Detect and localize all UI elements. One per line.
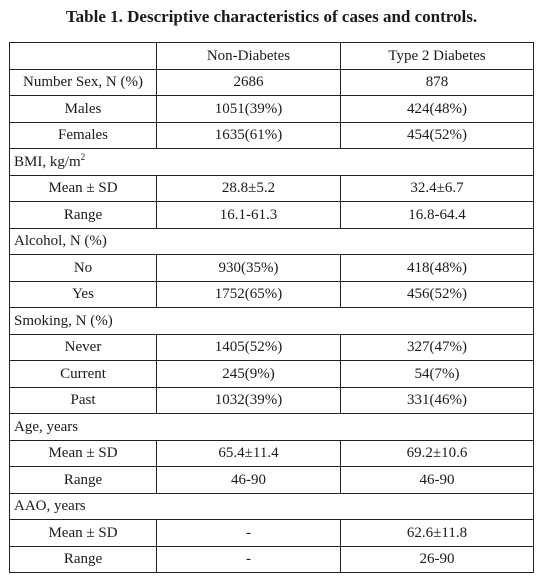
cell-type2-diabetes: 46-90 [341,467,534,494]
cell-type2-diabetes: 331(46%) [341,387,534,414]
section-row [10,493,534,520]
cell-non-diabetes: 245(9%) [157,361,341,388]
cell-non-diabetes: 1405(52%) [157,334,341,361]
cell-non-diabetes: 65.4±11.4 [157,440,341,467]
row-label: Mean ± SD [10,440,157,467]
cell-type2-diabetes: 424(48%) [341,96,534,123]
section-label-text: Alcohol, N (%) [14,233,107,250]
cell-type2-diabetes: 16.8-64.4 [341,202,534,229]
cell-type2-diabetes: 26-90 [341,546,534,573]
cell-type2-diabetes: 878 [341,69,534,96]
cell-non-diabetes: 1752(65%) [157,281,341,308]
table-row [10,122,534,149]
section-label [10,228,534,255]
section-label-text: Smoking, N (%) [14,312,113,329]
table-row [10,520,534,547]
header-row [10,43,534,70]
table-row [10,546,534,573]
row-label: Mean ± SD [10,175,157,202]
row-label: Mean ± SD [10,520,157,547]
cell-type2-diabetes: 62.6±11.8 [341,520,534,547]
table-row [10,202,534,229]
section-row [10,308,534,335]
section-label-text: BMI, kg/m [14,153,81,170]
row-label: Range [10,202,157,229]
row-label: Females [10,122,157,149]
header-cell-non-diabetes: Non-Diabetes [157,43,341,70]
table-row [10,175,534,202]
table-body [10,43,534,573]
table-row [10,334,534,361]
section-label [10,493,534,520]
section-label [10,149,534,176]
cell-non-diabetes: 930(35%) [157,255,341,282]
cell-type2-diabetes: 32.4±6.7 [341,175,534,202]
row-label: Never [10,334,157,361]
superscript: 2 [80,151,86,162]
section-label-text: AAO, years [14,498,86,515]
cell-type2-diabetes: 54(7%) [341,361,534,388]
section-row [10,149,534,176]
table-row [10,440,534,467]
row-label: Current [10,361,157,388]
cell-non-diabetes: 1635(61%) [157,122,341,149]
cell-non-diabetes: - [157,520,341,547]
cell-type2-diabetes: 418(48%) [341,255,534,282]
section-label [10,414,534,441]
cell-non-diabetes: 1051(39%) [157,96,341,123]
cell-type2-diabetes: 456(52%) [341,281,534,308]
row-label: Range [10,467,157,494]
cell-non-diabetes: - [157,546,341,573]
cell-non-diabetes: 16.1-61.3 [157,202,341,229]
header-cell-type2-diabetes: Type 2 Diabetes [341,43,534,70]
cell-non-diabetes: 28.8±5.2 [157,175,341,202]
table-row [10,255,534,282]
row-label: No [10,255,157,282]
section-row [10,228,534,255]
table-title: Table 1. Descriptive characteristics of cases and controls. [65,7,478,26]
table-row [10,361,534,388]
row-label: Range [10,546,157,573]
row-label: Males [10,96,157,123]
table-row [10,281,534,308]
section-label [10,308,534,335]
cell-type2-diabetes: 454(52%) [341,122,534,149]
table-row [10,387,534,414]
section-label-text: Age, years [14,418,79,435]
table-row [10,467,534,494]
cell-non-diabetes: 1032(39%) [157,387,341,414]
header-cell-empty [10,43,157,70]
section-row [10,414,534,441]
table-row [10,69,534,96]
row-label: Number Sex, N (%) [10,69,157,96]
row-label: Yes [10,281,157,308]
cell-non-diabetes: 2686 [157,69,341,96]
cell-type2-diabetes: 69.2±10.6 [341,440,534,467]
descriptive-characteristics-table [9,42,534,573]
row-label: Past [10,387,157,414]
table-row [10,96,534,123]
cell-non-diabetes: 46-90 [157,467,341,494]
cell-type2-diabetes: 327(47%) [341,334,534,361]
